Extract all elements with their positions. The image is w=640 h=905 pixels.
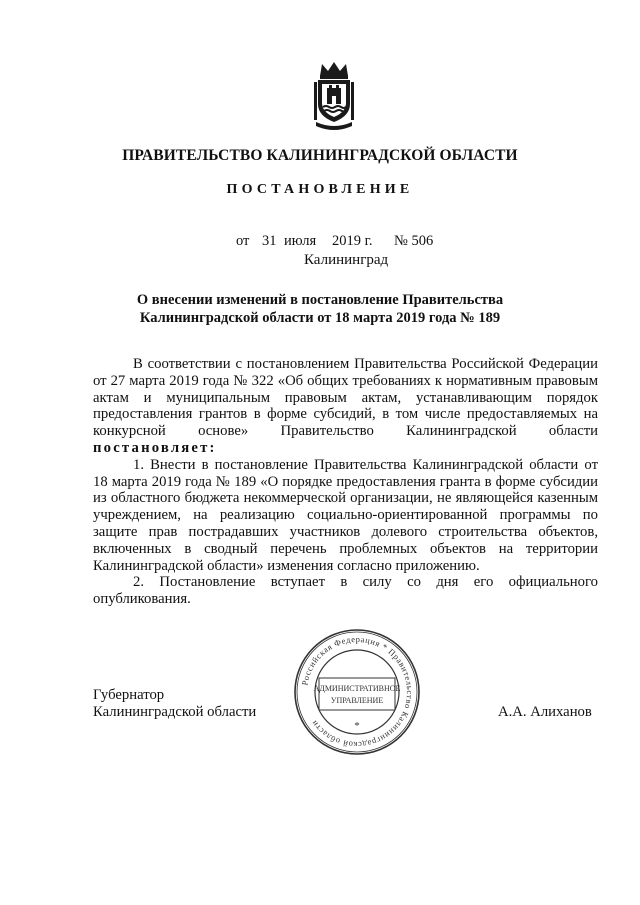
document-number: № 506 bbox=[394, 233, 434, 249]
signatory-name: А.А. Алиханов bbox=[498, 704, 592, 720]
position-line-2: Калининградской области bbox=[93, 704, 257, 720]
preamble-text: В соответствии с постановлением Правительства Российской Федерации от 27 марта 2019 года № 322 «Об общих требованиях к нормативным правовым актам и муниципальным правовым актам, устанавливающим порядок предоставления грантов в форме субсидий, в том числе предоставляемых на конкурсной основе» Правительство Калининградской области bbox=[93, 356, 598, 440]
coat-of-arms-icon bbox=[312, 60, 356, 132]
document-body bbox=[93, 356, 598, 608]
position-line-1: Губернатор bbox=[93, 687, 165, 703]
stamp-ring-text: Российская Федерация * Правительство Калининградской области bbox=[299, 633, 416, 751]
subject-line-1: О внесении изменений в постановление Правительства bbox=[136, 292, 504, 308]
date-year: 2019 г. bbox=[332, 233, 373, 249]
date-prefix: от bbox=[236, 233, 250, 249]
organization-title: ПРАВИТЕЛЬСТВО КАЛИНИНГРАДСКОЙ ОБЛАСТИ bbox=[122, 147, 518, 164]
document-type: ПОСТАНОВЛЕНИЕ bbox=[226, 182, 414, 197]
stamp-star: * bbox=[354, 720, 360, 732]
decree-word: постановляет: bbox=[93, 439, 217, 456]
city: Калининград bbox=[304, 252, 389, 268]
date-month: июля bbox=[284, 233, 317, 249]
item-2-paragraph: 2. Постановление вступает в силу со дня его официального опубликования. bbox=[93, 574, 598, 608]
preamble-paragraph bbox=[93, 356, 598, 457]
document-subject bbox=[0, 291, 640, 327]
date-day: 31 bbox=[262, 233, 277, 249]
subject-line-2: Калининградской области от 18 марта 2019 года № 189 bbox=[139, 310, 501, 326]
official-stamp bbox=[293, 628, 421, 756]
stamp-center-line-1: АДМИНИСТРАТИВНОЕ bbox=[313, 684, 401, 693]
item-1-paragraph: 1. Внести в постановление Правительства Калининградской области от 18 марта 2019 года № 189 «О порядке предоставления гранта в форме субсидии из областного бюджета некоммерческой организации, не являющейся казенным учреждением, на реализацию социально-ориентированной программы по защите прав пострадавших участников долевого строительства объектов, включенных в сводный перечень проблемных объектов на территории Калининградской области» изменения согласно приложению. bbox=[93, 456, 598, 574]
signatory-position bbox=[93, 687, 256, 721]
stamp-center-line-2: УПРАВЛЕНИЕ bbox=[330, 696, 384, 705]
